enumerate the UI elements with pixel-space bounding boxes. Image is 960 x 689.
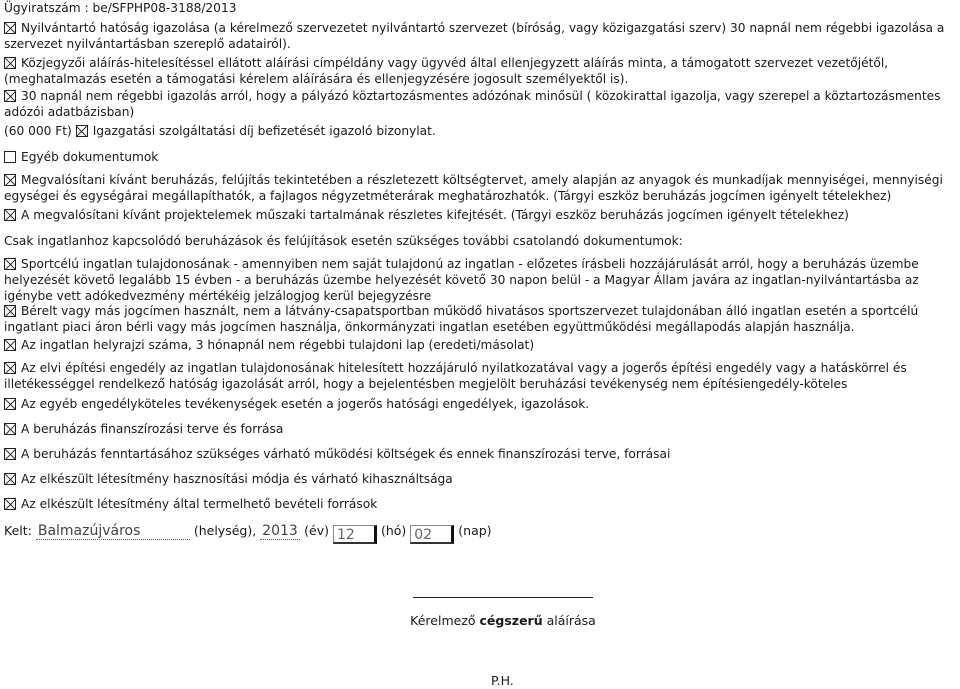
item-koztartozasmentes [4, 88, 954, 120]
ugyiratszam: Ügyiratszám : be/SFPHP08-3188/2013 [4, 1, 237, 15]
checkbox-checked[interactable] [4, 305, 16, 317]
checkbox-checked[interactable] [4, 258, 16, 270]
item-berelt-ingatlan [4, 303, 954, 335]
item-nyilvantarto-igazolas [4, 20, 954, 52]
checkbox-checked[interactable] [4, 22, 16, 34]
checkbox-checked[interactable] [4, 209, 16, 221]
item-epitesi-engedely [4, 360, 954, 392]
item-text: Nyilvántartó hatóság igazolása (a kérelmező szervezetet nyilvántartó szervezet (bíróság, vagy közigazgatási szerv) 30 napnál nem régebbi igazolása a szervezet nyilvántartásban szereplő adatairól). [4, 21, 945, 51]
item-text: Megvalósítani kívánt beruházás, felújítás tekintetében a részletezett költségtervet, amely alapján az anyagok és munkadíjak mennyiségei, mennyiségi egységei és egységárai megállapíthatók, a fajlagos négyzetméterárak meghatározhatók. (Tárgyi eszköz beruházás jogcímen igényelt tételekhez) [4, 173, 943, 203]
signature-label [0, 613, 960, 629]
item-text: Sportcélú ingatlan tulajdonosának - amennyiben nem saját tulajdonú az ingatlan - előzetes írásbeli hozzájárulását arról, hogy a beruházás üzembe helyezését követő legalább 15 évben - a beruházás üzembe helyezését követő 30 napon belül - a Magyar Állam javára az ingatlan-nyilvántartásba az igénybe vett adókedvezmény mértékéig jelzálogjog kerül bejegyzésre [4, 257, 919, 303]
item-beveteli-forrasok [4, 496, 954, 512]
item-koltsegterv [4, 172, 954, 204]
item-text: Az egyéb engedélyköteles tevékenységek esetén a jogerős hatósági engedélyek, igazolások. [21, 397, 590, 411]
checkbox-checked[interactable] [76, 125, 88, 137]
place-label: (helység), [193, 523, 257, 538]
checkbox-checked[interactable] [4, 423, 16, 435]
signature-label-bold: cégszerű [479, 613, 543, 628]
day-label: (nap) [458, 523, 492, 538]
item-helyrajzi-szam [4, 337, 954, 353]
month-label: (hó) [380, 523, 407, 538]
year-field[interactable]: 2013 [260, 523, 300, 540]
date-prefix: Kelt: [4, 523, 32, 538]
item-igazgatasi-dij [4, 123, 954, 139]
item-text: Egyéb dokumentumok [21, 150, 159, 164]
checkbox-checked[interactable] [4, 448, 16, 460]
checkbox-checked[interactable] [4, 174, 16, 186]
item-text: Igazgatási szolgáltatási díj befizetését igazoló bizonylat. [92, 124, 436, 138]
item-text: A megvalósítani kívánt projektelemek műszaki tartalmának részletes kifejtését. (Tárgyi eszköz beruházás jogcímen igényelt tételekhez) [21, 208, 849, 222]
item-text: 30 napnál nem régebbi igazolás arról, hogy a pályázó köztartozásmentes adózónak minősül ( közokirattal igazolja, vagy szerepel a köztartozásmentes adózói adatbázisban) [4, 89, 941, 119]
checkbox-checked[interactable] [4, 473, 16, 485]
year-label: (év) [304, 523, 329, 538]
item-text: Közjegyzői aláírás-hitelesítéssel ellátott aláírási címpéldány vagy ügyvéd által ellenjegyzett aláírás minta, a támogatott szervezet vezetőjétől, (meghatalmazás esetén a támogatási kérelem aláírására és ellenjegyzésére jogosult személyektől is). [4, 56, 889, 86]
item-hatosagi-engedelyek [4, 396, 954, 412]
place-field[interactable]: Balmazújváros [36, 523, 190, 540]
checkbox-unchecked[interactable] [4, 151, 16, 163]
item-text: Bérelt vagy más jogcímen használt, nem a látvány-csapatsportban működő hivatásos sportszervezet tulajdonában álló ingatlan esetén a sportcélú ingatlant piaci áron bérli vagy más jogcímen használja, önkormányzati ingatlan esetében együttműködési megállapodás alapján használja. [4, 304, 919, 334]
checkbox-checked[interactable] [4, 339, 16, 351]
signature-line [413, 597, 593, 598]
ph-stamp-label: P.H. [491, 673, 514, 688]
checkbox-checked[interactable] [4, 90, 16, 102]
checkbox-checked[interactable] [4, 362, 16, 374]
month-field[interactable]: 12 [333, 525, 377, 544]
date-line [4, 523, 954, 544]
item-text: Az elkészült létesítmény hasznosítási módja és várható kihasználtsága [21, 472, 453, 486]
signature-label-pre: Kérelmező [410, 613, 480, 628]
item-hasznositasi-mod [4, 471, 954, 487]
item-text: Az elkészült létesítmény által termelhető bevételi források [21, 497, 378, 511]
item-text: Az elvi építési engedély az ingatlan tulajdonosának hitelesített hozzájáruló nyilatkozatával vagy a jogerős építési engedély vagy a hatáskörrel és illetékességgel rendelkező hatóság igazolását arról, hogy a bejelentésben megjelölt beruházási tevékenység nem építésiengedély-köteles [4, 361, 907, 391]
item-mukodesi-koltsegek [4, 446, 954, 462]
item-muszaki-tartalom [4, 207, 954, 223]
section-heading-ingatlan: Csak ingatlanhoz kapcsolódó beruházások és felújítások esetén szükséges további csatolandó dokumentumok: [4, 234, 683, 248]
item-tulajdonosi-hozzajarulas [4, 256, 954, 304]
signature-label-post: aláírása [542, 613, 596, 628]
item-text: A beruházás finanszírozási terve és forrása [21, 422, 284, 436]
item-finanszirozasi-terv [4, 421, 954, 437]
item-alairasi-cimpeldany [4, 55, 954, 87]
checkbox-checked[interactable] [4, 498, 16, 510]
item-text: Az ingatlan helyrajzi száma, 3 hónapnál nem régebbi tulajdoni lap (eredeti/másolat) [21, 338, 535, 352]
day-field[interactable]: 02 [410, 525, 454, 544]
item-text: A beruházás fenntartásához szükséges várható működési költségek és ennek finanszírozási terve, forrásai [21, 447, 671, 461]
checkbox-checked[interactable] [4, 398, 16, 410]
item-egyeb-dokumentumok [4, 149, 954, 165]
checkbox-checked[interactable] [4, 57, 16, 69]
fee-amount: (60 000 Ft) [4, 124, 72, 138]
